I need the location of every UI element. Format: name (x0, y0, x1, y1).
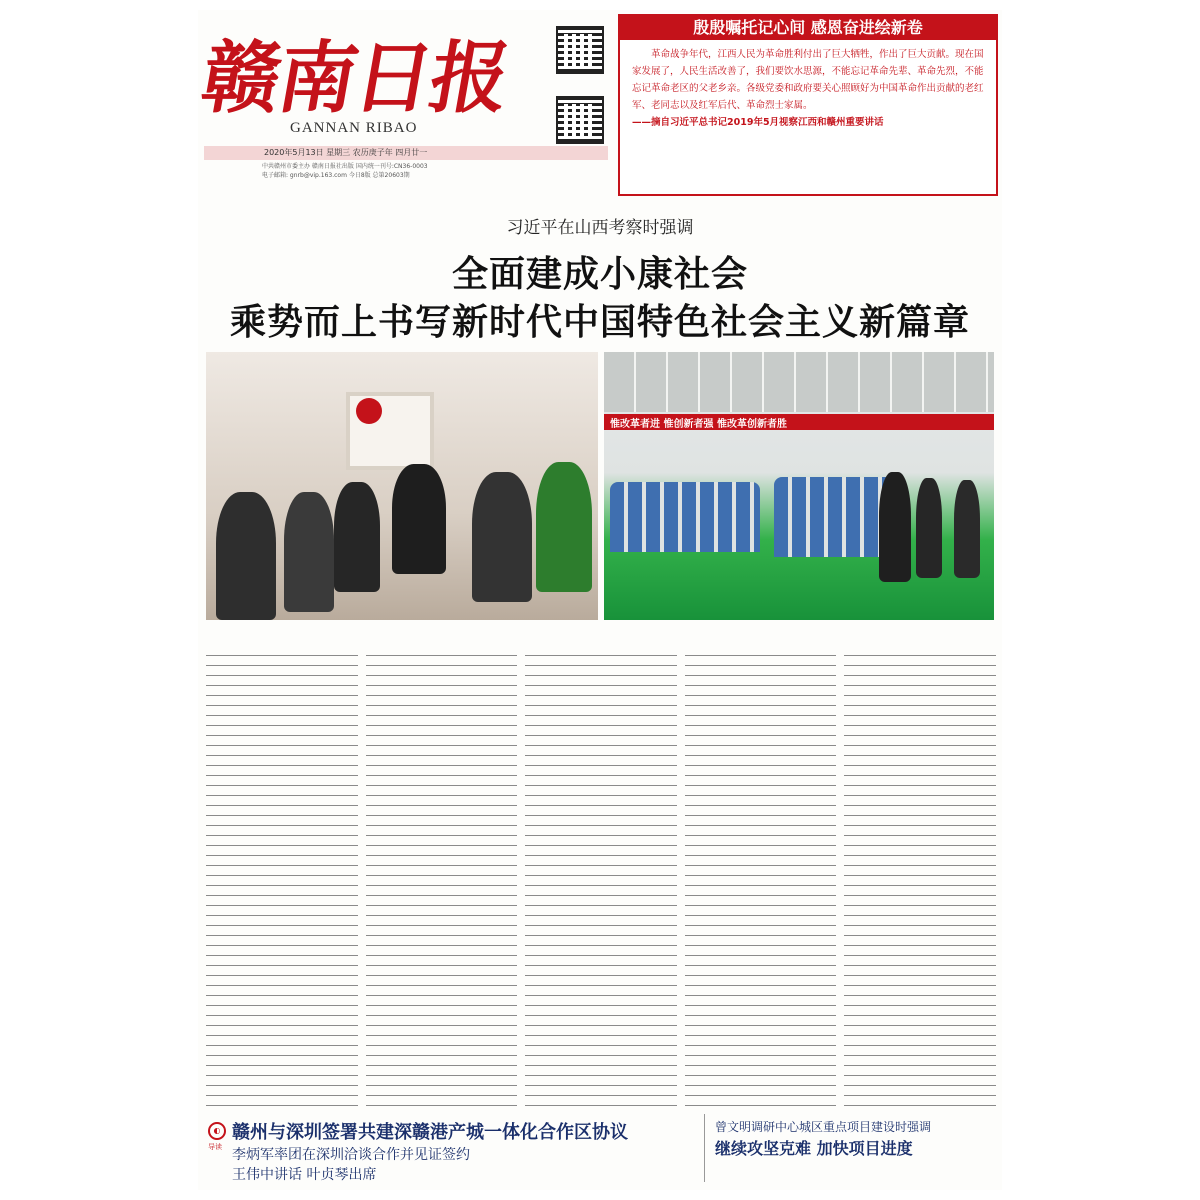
quote-box (618, 14, 998, 196)
person (334, 482, 380, 592)
newspaper-logo (194, 16, 534, 146)
publication-info (262, 162, 612, 180)
logo-chinese: 赣南日报 (194, 33, 515, 124)
qr-code-icon[interactable] (556, 96, 604, 144)
logo-english: GANNAN RIBAO (290, 120, 418, 136)
lead-headline-2[interactable]: 乘势而上书写新时代中国特色社会主义新篇章 (229, 302, 970, 343)
quote-title: 殷殷嘱托记心间 感恩奋进绘新卷 (620, 16, 996, 40)
person (284, 492, 334, 612)
person (536, 462, 592, 592)
quote-source: ——摘自习近平总书记2019年5月视察江西和赣州重要讲话 (632, 117, 884, 128)
photo-factory-visit (604, 352, 994, 620)
wall-ornament (356, 398, 382, 424)
qr-caption (550, 76, 610, 82)
article-column (685, 650, 837, 1110)
person (879, 472, 911, 582)
photo-village-visit (206, 352, 598, 620)
article-column (206, 650, 358, 1110)
person (216, 492, 276, 620)
article-body-columns (206, 650, 996, 1110)
qr-code-column (550, 26, 610, 166)
lead-headline-1[interactable]: 全面建成小康社会 (451, 254, 748, 295)
bottom-right-kicker: 曾文明调研中心城区重点项目建设时强调 (715, 1120, 932, 1134)
banner-text: 惟改革者进 惟创新者强 惟改革创新者胜 (610, 419, 787, 430)
quote-body: 革命战争年代，江西人民为革命胜利付出了巨大牺牲，作出了巨大贡献。现在国家发展了，人民生活改善了，我们要饮水思源，不能忘记革命先辈、革命先烈，不能忘记革命老区的父老乡亲。各级党委和政府要关心照顾好为中国革命作出贡献的老红军、老同志以及红军后代、革命烈士家属。 (632, 49, 984, 111)
guide-tag: 导读 (208, 1143, 222, 1151)
bottom-right-headline[interactable]: 继续攻坚克难 加快项目进度 (715, 1139, 913, 1158)
article-column (525, 650, 677, 1110)
bottom-left-subhead: 李炳军率团在深圳洽谈合作并见证签约 (232, 1147, 470, 1163)
worker-group (774, 477, 894, 557)
article-column (844, 650, 996, 1110)
newspaper-page (194, 10, 1002, 1190)
lead-kicker: 习近平在山西考察时强调 (506, 218, 694, 238)
bottom-left-headline[interactable]: 赣州与深圳签署共建深赣港产城一体化合作区协议 (232, 1122, 628, 1143)
guide-icon: ◐ (208, 1122, 226, 1140)
masthead (194, 10, 1002, 202)
bottom-left-subhead: 王伟中讲话 叶贞琴出席 (232, 1167, 377, 1183)
slogan-banner (604, 414, 994, 430)
info-line: 电子邮箱: gnrb@vip.163.com 今日8版 总第20603期 (262, 172, 410, 179)
qr-code-icon[interactable] (556, 26, 604, 74)
person (954, 480, 980, 578)
info-line: 中共赣州市委主办 赣南日报社出版 国内统一刊号:CN36-0003 (262, 163, 428, 170)
bottom-right-story (704, 1114, 999, 1182)
factory-ceiling (604, 352, 994, 412)
person (472, 472, 532, 602)
bottom-news (198, 1118, 1002, 1183)
article-column (366, 650, 518, 1110)
person (916, 478, 942, 578)
date-line: 2020年5月13日 星期三 农历庚子年 四月廿一 (204, 146, 608, 160)
worker-group (610, 482, 760, 552)
person (392, 464, 446, 574)
